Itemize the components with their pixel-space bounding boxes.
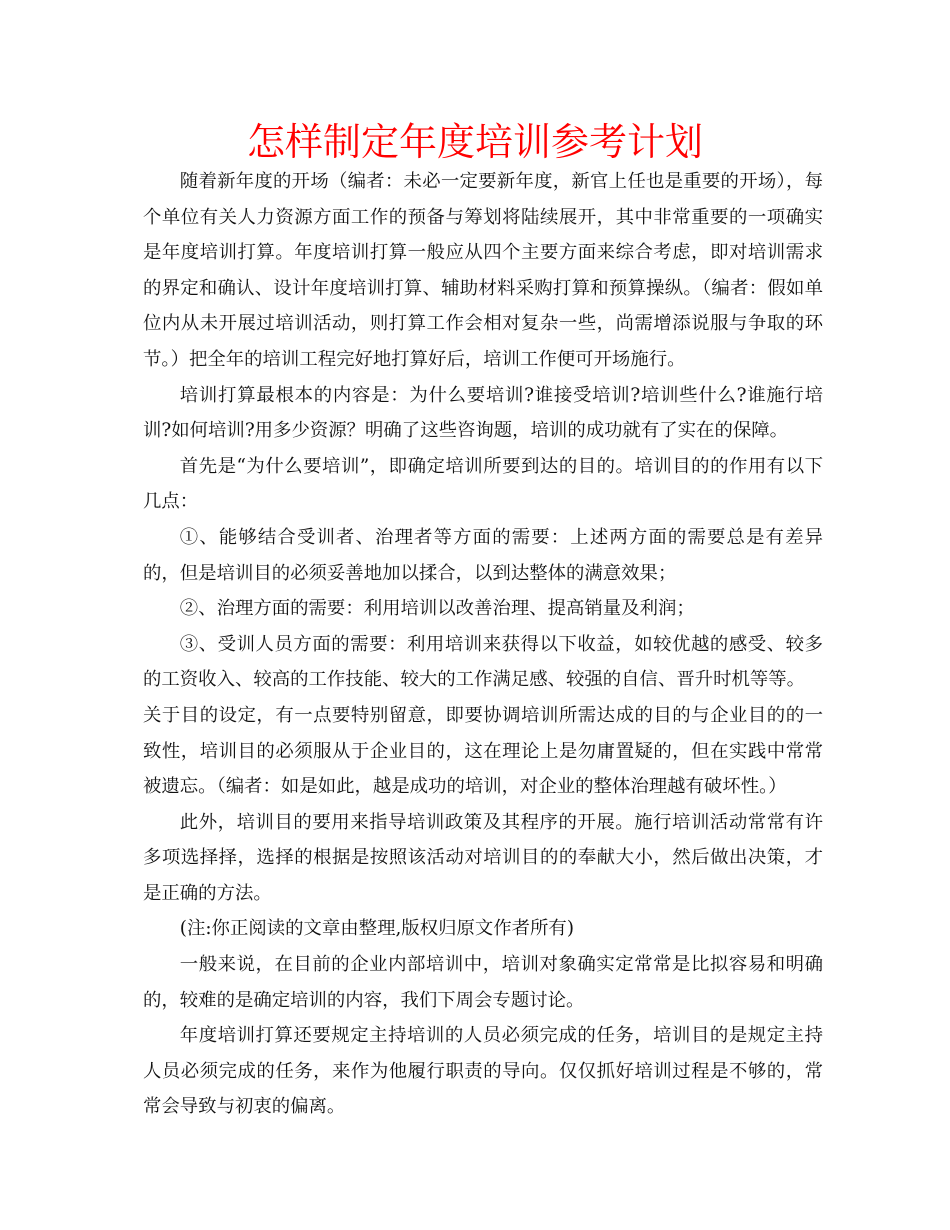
paragraph-intro: 随着新年度的开场（编者：未必一定要新年度，新官上任也是重要的开场），每个单位有关人力资源方面工作的预备与筹划将陆续展开，其中非常重要的一项确实是年度培训打算。年度培训打算一般应从四个主要方面来综合考虑，即对培训需求的界定和确认、设计年度培训打算、辅助材料采购打算和预算操纵。（编者：假如单位内从未开展过培训活动，则打算工作会相对复杂一些，尚需增添说服与争取的环节。）把全年的培训工程完好地打算好后，培训工作便可开场施行。 — [143, 171, 823, 370]
paragraph-note: (注:你正阅读的文章由整理,版权归原文作者所有) — [179, 918, 575, 940]
paragraph-point-3: ③、受训人员方面的需要：利用培训来获得以下收益，如较优越的感受、较多的工资收入、较高的工作技能、较大的工作满足感、较强的自信、晋升时机等等。 — [143, 633, 823, 691]
paragraph-tasks: 年度培训打算还要规定主持培训的人员必须完成的任务，培训目的是规定主持人员必须完成的任务，来作为他履行职责的导向。仅仅抓好培训过程是不够的，常常会导致与初衷的偏离。 — [143, 1025, 823, 1118]
paragraph-why-train: 首先是“为什么要培训”，即确定培训所要到达的目的。培训目的的作用有以下几点： — [143, 455, 823, 513]
document-title: 怎样制定年度培训参考计划 — [246, 120, 703, 164]
document-body — [143, 164, 823, 1125]
paragraph-target: 一般来说，在目前的企业内部培训中，培训对象确实定常常是比拟容易和明确的，较难的是确定培训的内容，我们下周会专题讨论。 — [143, 954, 823, 1011]
paragraph-plan-content: 培训打算最根本的内容是：为什么要培训?谁接受培训?培训些什么?谁施行培训?如何培训?用多少资源？明确了这些咨询题，培训的成功就有了实在的保障。 — [143, 384, 823, 442]
paragraph-policy: 此外，培训目的要用来指导培训政策及其程序的开展。施行培训活动常常有许多项选择择，选择的根据是按照该活动对培训目的的奉献大小，然后做出决策，才是正确的方法。 — [143, 811, 823, 904]
paragraph-point-2: ②、治理方面的需要：利用培训以改善治理、提高销量及利润； — [179, 598, 695, 620]
paragraph-goal-setting: 关于目的设定，有一点要特别留意，即要协调培训所需达成的目的与企业目的的一致性，培训目的必须服从于企业目的，这在理论上是勿庸置疑的，但在实践中常常被遗忘。（编者：如是如此，越是成功的培训，对企业的整体治理越有破坏性。） — [143, 704, 823, 798]
paragraph-point-1: ①、能够结合受训者、治理者等方面的需要：上述两方面的需要总是有差异的，但是培训目的必须妥善地加以揉合，以到达整体的满意效果； — [143, 526, 823, 584]
